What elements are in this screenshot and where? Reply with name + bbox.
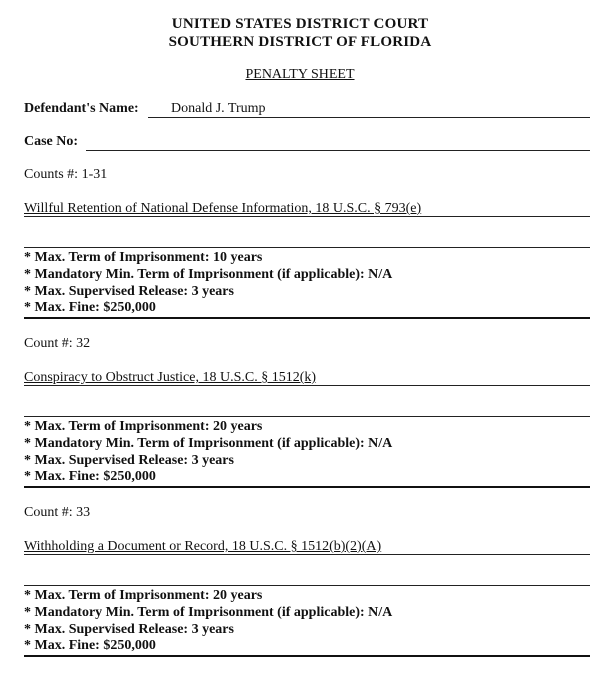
section-divider (24, 585, 590, 586)
section-end-rule (24, 317, 590, 319)
max-imprisonment: * Max. Term of Imprisonment: 10 years (24, 250, 263, 265)
max-fine: * Max. Fine: $250,000 (24, 300, 156, 315)
max-imprisonment: * Max. Term of Imprisonment: 20 years (24, 419, 263, 434)
section-divider (24, 247, 590, 248)
offense-description: Conspiracy to Obstruct Justice, 18 U.S.C. § 1512(k) (24, 370, 317, 385)
max-supervised-release: * Max. Supervised Release: 3 years (24, 284, 234, 299)
defendant-name-label: Defendant's Name: (24, 101, 139, 116)
section-end-rule (24, 655, 590, 657)
offense-description: Withholding a Document or Record, 18 U.S.C. § 1512(b)(2)(A) (24, 539, 382, 554)
max-supervised-release: * Max. Supervised Release: 3 years (24, 453, 234, 468)
max-imprisonment: * Max. Term of Imprisonment: 20 years (24, 588, 263, 603)
offense-underline (24, 554, 590, 555)
defendant-name-value: Donald J. Trump (171, 101, 266, 116)
mandatory-min-imprisonment: * Mandatory Min. Term of Imprisonment (if applicable): N/A (24, 436, 393, 451)
max-fine: * Max. Fine: $250,000 (24, 469, 156, 484)
case-number-label: Case No: (24, 134, 79, 149)
mandatory-min-imprisonment: * Mandatory Min. Term of Imprisonment (if applicable): N/A (24, 267, 393, 282)
offense-description: Willful Retention of National Defense Information, 18 U.S.C. § 793(e) (24, 201, 422, 216)
max-fine: * Max. Fine: $250,000 (24, 638, 156, 653)
section-divider (24, 416, 590, 417)
counts-label: Counts #: 1-31 (24, 167, 108, 182)
offense-underline (24, 385, 590, 386)
counts-label: Count #: 33 (24, 505, 91, 520)
sheet-title: PENALTY SHEET (245, 67, 355, 82)
defendant-name-underline (148, 117, 590, 118)
offense-underline (24, 216, 590, 217)
max-supervised-release: * Max. Supervised Release: 3 years (24, 622, 234, 637)
court-name: UNITED STATES DISTRICT COURT (171, 16, 429, 32)
mandatory-min-imprisonment: * Mandatory Min. Term of Imprisonment (if applicable): N/A (24, 605, 393, 620)
court-district: SOUTHERN DISTRICT OF FLORIDA (168, 34, 432, 50)
section-end-rule (24, 486, 590, 488)
case-number-underline (86, 150, 590, 151)
counts-label: Count #: 32 (24, 336, 91, 351)
